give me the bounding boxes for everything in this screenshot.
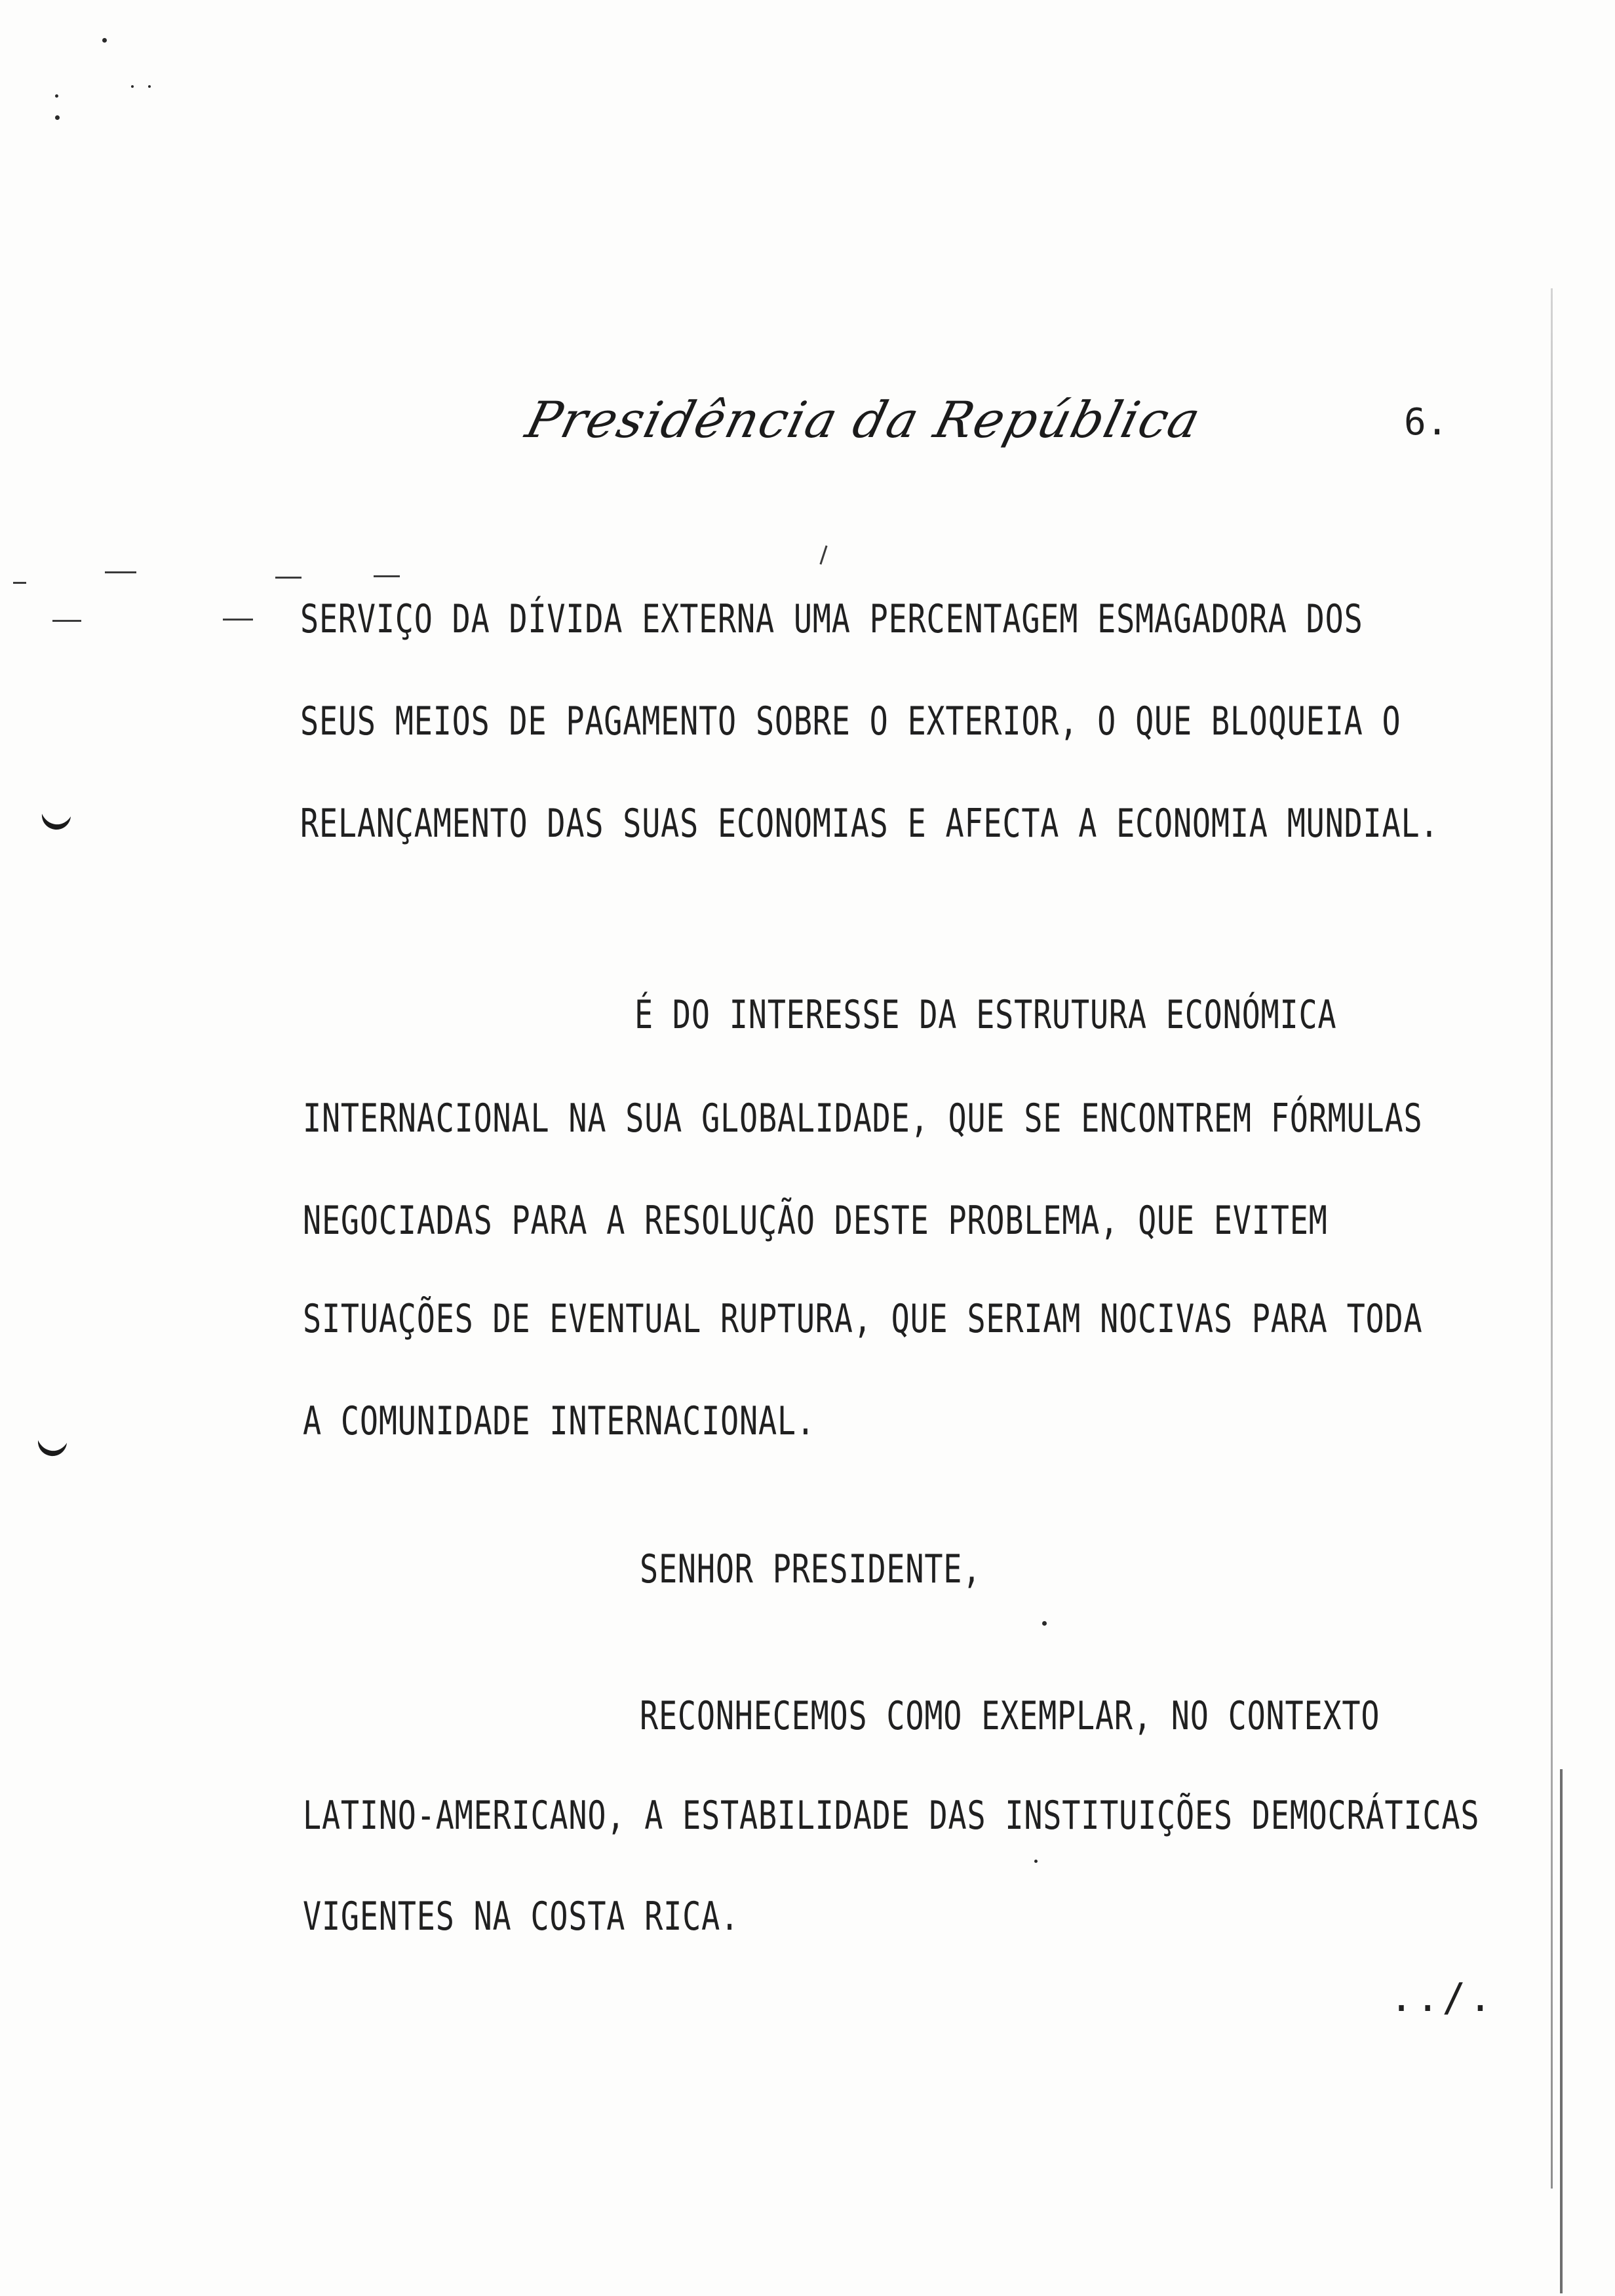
body-text-line: INTERNACIONAL NA SUA GLOBALIDADE, QUE SE ENCONTREM FÓRMULAS: [303, 1096, 1423, 1141]
body-text-line: SITUAÇÕES DE EVENTUAL RUPTURA, QUE SERIAM NOCIVAS PARA TODA: [303, 1296, 1423, 1342]
scan-mark-dash: [105, 571, 136, 573]
punch-hole-mark: [38, 807, 75, 844]
scan-dot: [148, 85, 151, 88]
scan-mark-dash: [52, 620, 81, 622]
body-text-line: É DO INTERESSE DA ESTRUTURA ECONÓMICA: [634, 992, 1337, 1038]
page-edge-shadow: [1551, 288, 1553, 2189]
scan-mark-dash: [819, 545, 827, 564]
scan-dot: [55, 94, 58, 98]
body-text-line: RELANÇAMENTO DAS SUAS ECONOMIAS E AFECTA A ECONOMIA MUNDIAL.: [300, 801, 1439, 847]
body-text-line: NEGOCIADAS PARA A RESOLUÇÃO DESTE PROBLEMA, QUE EVITEM: [303, 1198, 1328, 1244]
scan-mark-dash: [13, 582, 26, 584]
scan-dot: [1042, 1621, 1047, 1626]
body-text-line: VIGENTES NA COSTA RICA.: [303, 1894, 739, 1940]
body-text-line: LATINO-AMERICANO, A ESTABILIDADE DAS INSTITUIÇÕES DEMOCRÁTICAS: [303, 1793, 1480, 1839]
salutation: SENHOR PRESIDENTE,: [640, 1546, 982, 1592]
continuation-mark: ../.: [1390, 1975, 1495, 2021]
page-edge-shadow: [1560, 1769, 1563, 2293]
scan-dot: [102, 38, 107, 43]
scan-dot: [131, 85, 134, 88]
punch-hole-mark: [34, 1434, 71, 1470]
body-text-line: SEUS MEIOS DE PAGAMENTO SOBRE O EXTERIOR, O QUE BLOQUEIA O: [300, 698, 1401, 744]
scan-dot: [55, 115, 60, 120]
scan-mark-dash: [374, 575, 400, 577]
scan-mark-dash: [223, 619, 253, 621]
letterhead-title: Presidência da República: [520, 391, 1207, 449]
scan-dot: [1034, 1860, 1038, 1863]
body-text-line: SERVIÇO DA DÍVIDA EXTERNA UMA PERCENTAGEM ESMAGADORA DOS: [300, 596, 1363, 642]
body-text-line: RECONHECEMOS COMO EXEMPLAR, NO CONTEXTO: [640, 1693, 1380, 1739]
body-text-line: A COMUNIDADE INTERNACIONAL.: [303, 1398, 815, 1444]
scan-mark-dash: [275, 577, 302, 579]
page-number: 6.: [1404, 401, 1449, 444]
